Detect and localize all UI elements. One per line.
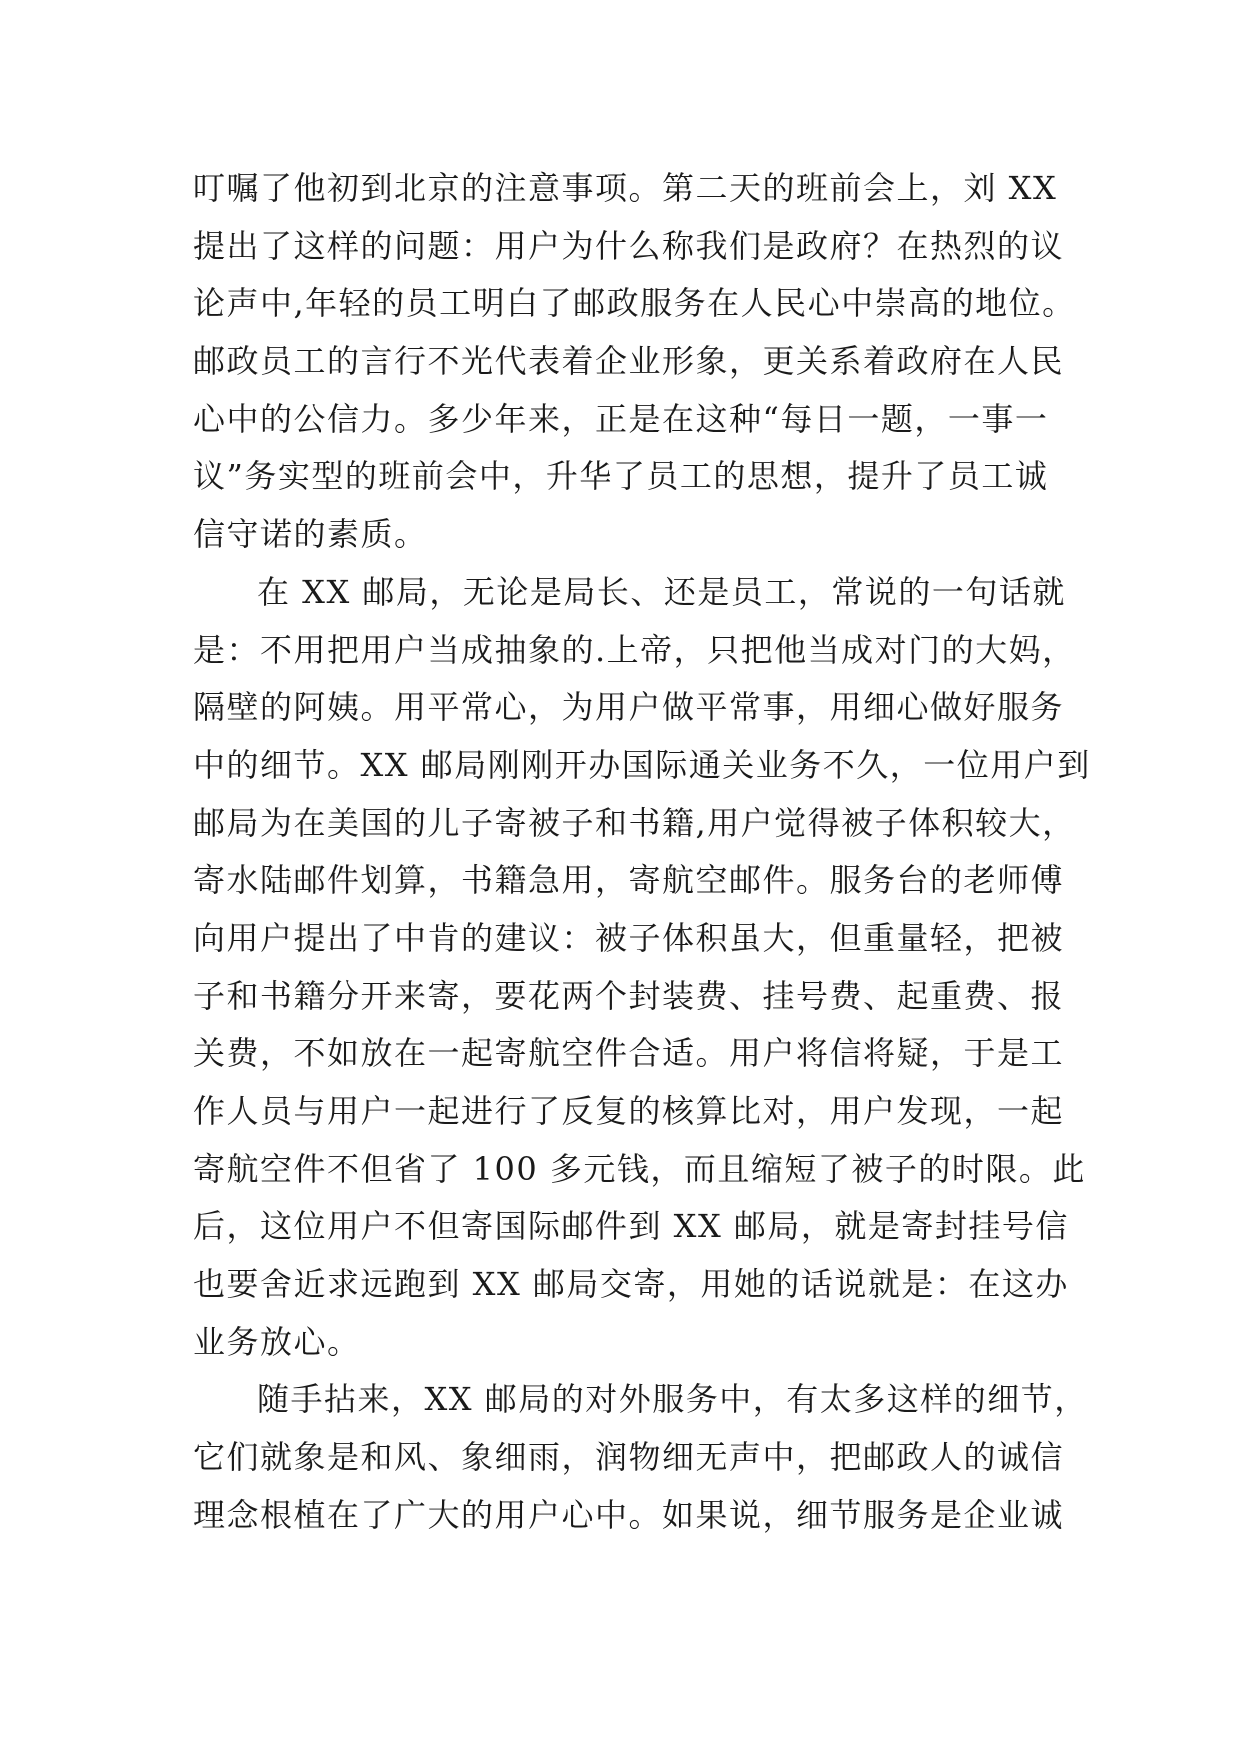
text-line: 它们就象是和风、象细雨，润物细无声中，把邮政人的诚信 [193, 1438, 1065, 1477]
text-line: 叮嘱了他初到北京的注意事项。第二天的班前会上，刘 XX [193, 169, 1058, 207]
text-line: 论声中,年轻的员工明白了邮政服务在人民心中崇高的地位。 [193, 284, 1076, 323]
text-line: 议”务实型的班前会中，升华了员工的思想，提升了员工诚 [193, 457, 1049, 496]
text-line: 寄水陆邮件划算，书籍急用，寄航空邮件。服务台的老师傅 [193, 861, 1065, 900]
text-line: 寄航空件不但省了 100 多元钱，而且缩短了被子的时限。此 [193, 1149, 1086, 1188]
text-line: 业务放心。 [193, 1322, 361, 1361]
paragraph-start-line: 随手拈来，XX 邮局的对外服务中，有太多这样的细节， [257, 1380, 1088, 1419]
text-line: 邮局为在美国的儿子寄被子和书籍,用户觉得被子体积较大， [193, 803, 1076, 842]
text-line: 邮政员工的言行不光代表着企业形象，更关系着政府在人民 [193, 342, 1065, 381]
text-line: 作人员与用户一起进行了反复的核算比对，用户发现，一起 [193, 1092, 1065, 1130]
text-line: 后，这位用户不但寄国际邮件到 XX 邮局，就是寄封挂号信 [193, 1207, 1069, 1246]
text-line: 子和书籍分开来寄，要花两个封装费、挂号费、起重费、报 [193, 976, 1065, 1015]
text-line: 中的细节。XX 邮局刚刚开办国际通关业务不久，一位用户到 [193, 745, 1091, 784]
text-line: 心中的公信力。多少年来，正是在这种“每日一题，一事一 [193, 399, 1049, 438]
paragraph-start-line: 在 XX 邮局，无论是局长、还是员工，常说的一句话就 [257, 572, 1066, 611]
text-line: 也要舍近求远跑到 XX 邮局交寄，用她的话说就是：在这办 [193, 1265, 1069, 1304]
text-line: 隔壁的阿姨。用平常心，为用户做平常事，用细心做好服务 [193, 688, 1065, 727]
text-line: 向用户提出了中肯的建议：被子体积虽大，但重量轻，把被 [193, 918, 1065, 957]
text-line: 提出了这样的问题：用户为什么称我们是政府？在热烈的议 [193, 226, 1065, 265]
text-line: 理念根植在了广大的用户心中。如果说，细节服务是企业诚 [193, 1495, 1065, 1534]
text-line: 是：不用把用户当成抽象的.上帝，只把他当成对门的大妈， [193, 630, 1076, 669]
text-line: 关费，不如放在一起寄航空件合适。用户将信将疑，于是工 [193, 1034, 1065, 1073]
body-text [193, 160, 1091, 1545]
text-line: 信守诺的素质。 [193, 515, 428, 554]
